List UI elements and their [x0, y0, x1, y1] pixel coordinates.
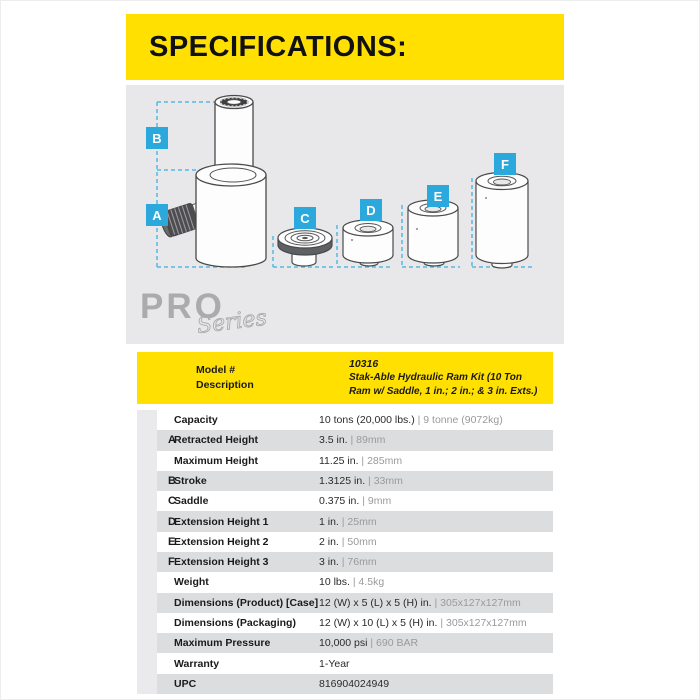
row-label: Stroke [174, 474, 207, 487]
table-row [137, 633, 553, 653]
spec-table [137, 352, 553, 694]
row-label: Extension Height 3 [174, 556, 269, 569]
spec-rows [137, 410, 553, 694]
watermark-pro: PRO [140, 287, 225, 326]
row-value: 2 in. | 50mm [319, 535, 377, 548]
title-banner [126, 14, 564, 80]
row-letter: B [168, 474, 176, 487]
table-row [137, 572, 553, 592]
extension1-illustration [343, 220, 393, 266]
header-values [349, 357, 553, 400]
ram-body-illustration [196, 164, 266, 267]
row-value: 1-Year [319, 657, 350, 670]
table-row [137, 593, 553, 613]
watermark-series: Series [195, 305, 269, 339]
row-label: Dimensions (Product) [Case] [174, 596, 319, 609]
svg-text:C: C [300, 211, 310, 226]
description-value: Stak-Able Hydraulic Ram Kit (10 Ton Ram w/ Saddle, 1 in.; 2 in.; & 3 in. Exts.) [349, 372, 538, 398]
svg-text:D: D [366, 203, 376, 218]
row-label: Capacity [174, 414, 218, 427]
table-row [137, 674, 553, 694]
row-value: 3.5 in. | 89mm [319, 434, 386, 447]
row-letter: A [168, 434, 176, 447]
row-value: 3 in. | 76mm [319, 556, 377, 569]
row-value: 0.375 in. | 9mm [319, 495, 392, 508]
label-A [146, 204, 168, 226]
svg-text:B: B [152, 131, 162, 146]
table-row [137, 410, 553, 430]
row-label: Maximum Pressure [174, 637, 271, 650]
label-E [427, 185, 449, 207]
row-value: 10 tons (20,000 lbs.) | 9 tonne (9072kg) [319, 414, 503, 427]
table-row [137, 451, 553, 471]
pro-series-watermark [140, 287, 268, 339]
extension3-illustration [476, 173, 528, 269]
spec-rows-wrap [137, 410, 553, 694]
row-label: Extension Height 2 [174, 535, 269, 548]
label-F [494, 153, 516, 175]
label-B [146, 127, 168, 149]
row-letter: F [168, 556, 175, 569]
spec-table-header [137, 352, 553, 404]
row-value: 10 lbs. | 4.5kg [319, 576, 385, 589]
row-value: 12 (W) x 10 (L) x 5 (H) in. | 305x127x127mm [319, 616, 527, 629]
row-value: 1 in. | 25mm [319, 515, 377, 528]
row-letter: E [168, 535, 176, 548]
row-letter: D [168, 515, 176, 528]
row-label: Dimensions (Packaging) [174, 616, 296, 629]
row-value: 10,000 psi | 690 BAR [319, 637, 419, 650]
table-row [137, 653, 553, 673]
model-number-label: Model # [196, 363, 236, 376]
row-label: UPC [174, 677, 197, 690]
row-label: Extension Height 1 [174, 515, 269, 528]
header-labels [137, 363, 349, 393]
row-label: Warranty [174, 657, 220, 670]
row-label: Retracted Height [174, 434, 259, 447]
table-row [137, 471, 553, 491]
table-row [137, 552, 553, 572]
table-left-stripe [137, 410, 157, 694]
description-label: Description [196, 379, 254, 391]
svg-text:E: E [433, 189, 443, 204]
saddle-illustration [278, 228, 332, 266]
svg-text:F: F [501, 157, 509, 172]
row-value: 11.25 in. | 285mm [319, 454, 403, 467]
product-diagram [126, 85, 564, 344]
model-number-value: 10316 [349, 357, 379, 370]
row-label: Maximum Height [174, 454, 259, 467]
row-letter: C [168, 495, 176, 508]
row-label: Saddle [174, 495, 209, 508]
table-row [137, 532, 553, 552]
svg-text:A: A [152, 208, 162, 223]
row-value: 816904024949 [319, 677, 390, 690]
label-D [360, 199, 382, 221]
table-row [137, 511, 553, 531]
page-title: SPECIFICATIONS: [149, 30, 408, 63]
table-row [137, 613, 553, 633]
product-diagram-panel [126, 85, 564, 344]
row-value: 1.3125 in. | 33mm [319, 474, 403, 487]
row-value: 12 (W) x 5 (L) x 5 (H) in. | 305x127x127mm [319, 596, 521, 609]
label-C [294, 207, 316, 229]
table-row [137, 430, 553, 450]
extension2-illustration [408, 200, 458, 266]
table-row [137, 491, 553, 511]
row-label: Weight [174, 576, 209, 589]
